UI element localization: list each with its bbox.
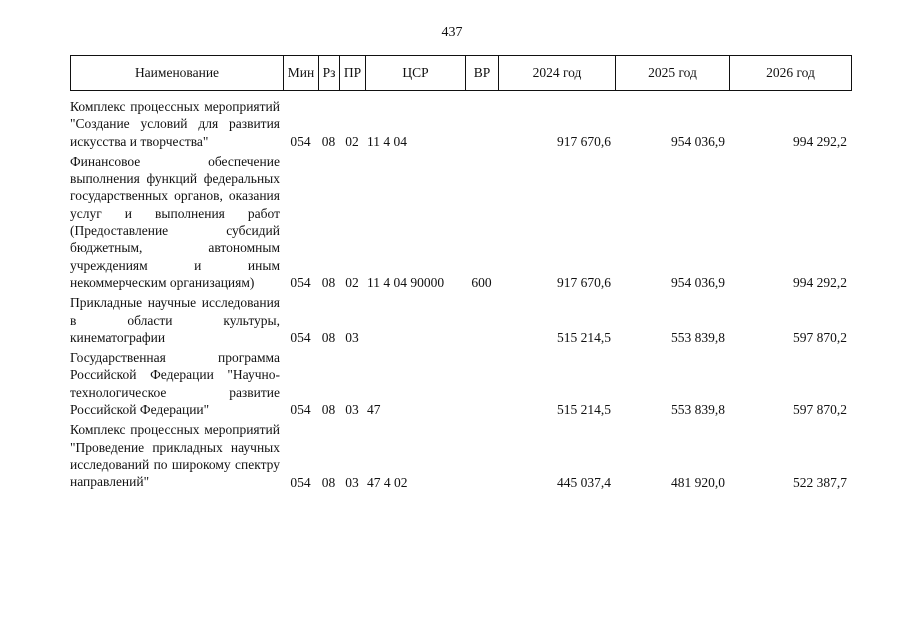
header-2024: 2024 год bbox=[499, 56, 616, 91]
row-vr bbox=[465, 97, 498, 152]
row-2026: 994 292,2 bbox=[793, 275, 847, 291]
table-row bbox=[70, 420, 851, 492]
row-pr: 02 bbox=[345, 133, 359, 149]
row-2024: 445 037,4 bbox=[557, 474, 611, 490]
header-2026: 2026 год bbox=[730, 56, 852, 91]
row-name: Комплекс процессных мероприятий "Проведение прикладных научных исследований по широкому спектру направлений" bbox=[70, 422, 280, 490]
row-rz: 08 bbox=[321, 330, 336, 346]
header-name: Наименование bbox=[71, 56, 284, 91]
row-2026: 597 870,2 bbox=[793, 402, 847, 418]
table-row bbox=[70, 97, 851, 152]
row-2026: 597 870,2 bbox=[793, 330, 847, 346]
row-2024: 917 670,6 bbox=[557, 133, 611, 149]
row-csr: 11 4 04 90000 bbox=[367, 275, 445, 291]
row-pr: 03 bbox=[345, 330, 359, 346]
header-2025: 2025 год bbox=[616, 56, 730, 91]
header-vr: ВР bbox=[466, 56, 499, 91]
row-rz: 08 bbox=[321, 474, 336, 490]
row-csr: 11 4 04 bbox=[367, 133, 407, 149]
row-2025: 481 920,0 bbox=[671, 474, 725, 490]
table-row bbox=[70, 348, 851, 420]
row-min: 054 bbox=[290, 133, 311, 149]
row-pr: 03 bbox=[345, 474, 359, 490]
row-2025: 954 036,9 bbox=[671, 133, 725, 149]
row-name: Прикладные научные исследования в области культуры, кинематографии bbox=[70, 295, 280, 345]
page-number: 437 bbox=[441, 25, 463, 40]
row-min: 054 bbox=[290, 330, 311, 346]
table-header bbox=[70, 55, 852, 91]
row-vr: 600 bbox=[471, 275, 492, 291]
row-2024: 515 214,5 bbox=[557, 330, 611, 346]
row-rz: 08 bbox=[321, 275, 336, 291]
table-row bbox=[70, 152, 851, 293]
row-rz: 08 bbox=[321, 402, 336, 418]
row-vr bbox=[465, 348, 498, 420]
row-vr bbox=[465, 420, 498, 492]
budget-table bbox=[70, 97, 851, 493]
row-min: 054 bbox=[290, 474, 311, 490]
row-min: 054 bbox=[290, 275, 311, 291]
row-2026: 994 292,2 bbox=[793, 133, 847, 149]
row-name: Финансовое обеспечение выполнения функций федеральных государственных органов, оказания услуг и выполнения работ (Предоставление субсидий бюджетным, автономным учреждениям и иным некоммерческим организациям) bbox=[70, 153, 280, 290]
row-name: Комплекс процессных мероприятий "Создание условий для развития искусства и творчества" bbox=[70, 99, 280, 149]
row-csr: 47 4 02 bbox=[367, 474, 408, 490]
row-2025: 954 036,9 bbox=[671, 275, 725, 291]
row-vr bbox=[465, 293, 498, 348]
header-pr: ПР bbox=[340, 56, 366, 91]
row-name: Государственная программа Российской Федерации "Научно-технологическое развитие Российской Федерации" bbox=[70, 350, 280, 418]
header-csr: ЦСР bbox=[366, 56, 466, 91]
row-rz: 08 bbox=[321, 133, 336, 149]
row-csr bbox=[365, 293, 465, 348]
header-rz: Рз bbox=[319, 56, 340, 91]
table-row bbox=[70, 293, 851, 348]
row-2026: 522 387,7 bbox=[793, 474, 847, 490]
row-2024: 515 214,5 bbox=[557, 402, 611, 418]
row-2025: 553 839,8 bbox=[671, 402, 725, 418]
row-pr: 03 bbox=[345, 402, 359, 418]
row-csr: 47 bbox=[367, 402, 381, 418]
row-2025: 553 839,8 bbox=[671, 330, 725, 346]
row-pr: 02 bbox=[345, 275, 359, 291]
header-min: Мин bbox=[284, 56, 319, 91]
row-2024: 917 670,6 bbox=[557, 275, 611, 291]
row-min: 054 bbox=[290, 402, 311, 418]
